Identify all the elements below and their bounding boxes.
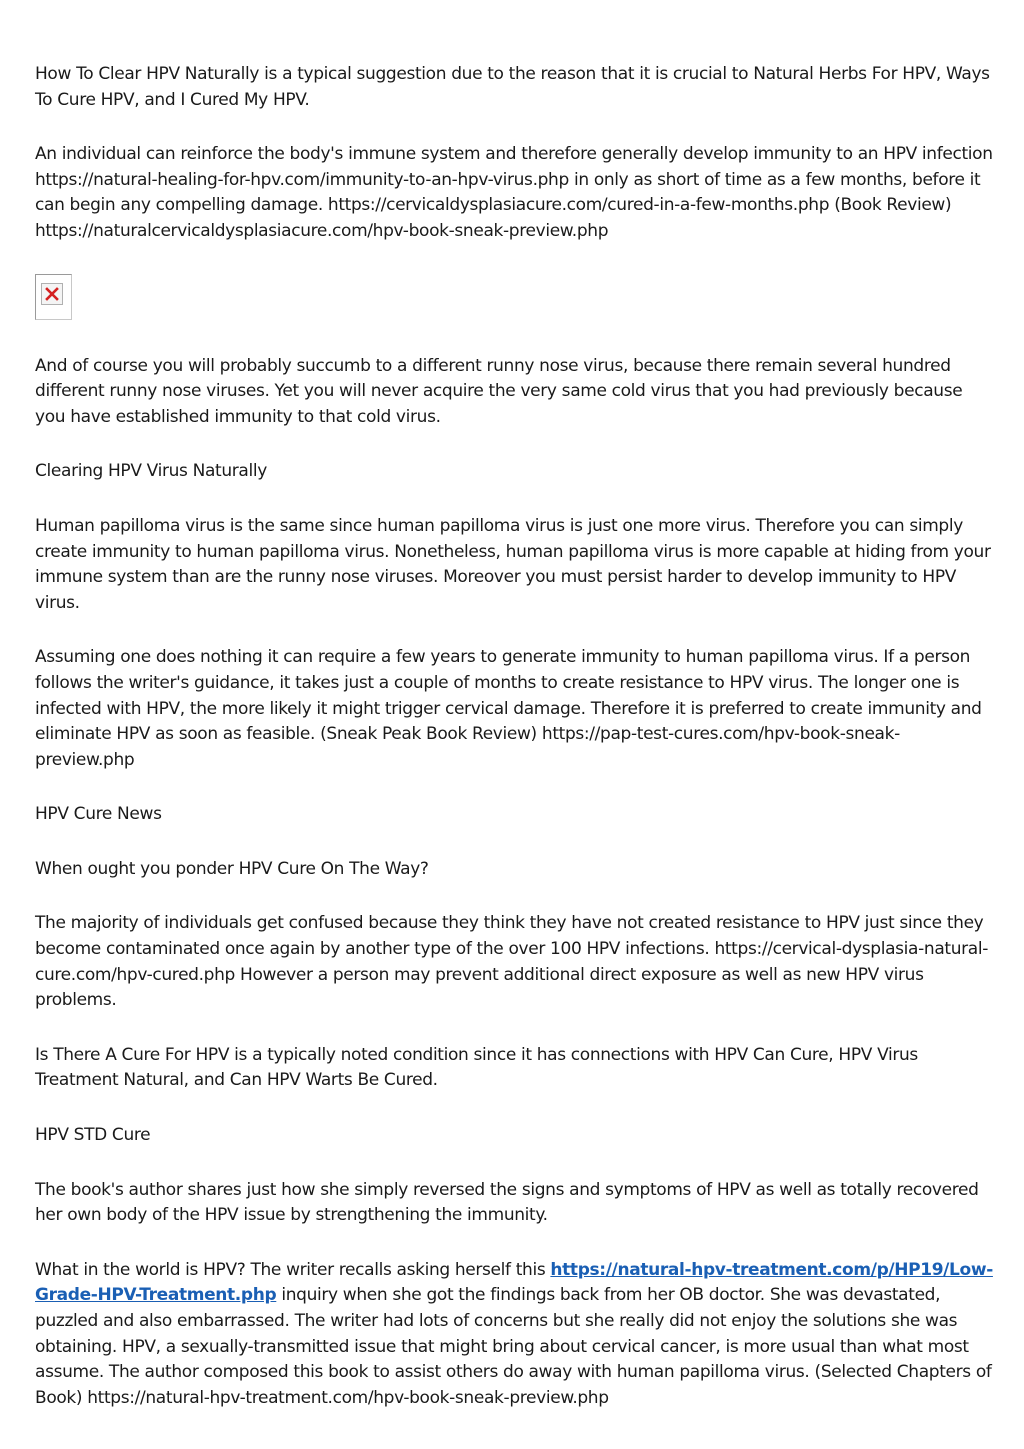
heading-clearing-hpv: Clearing HPV Virus Naturally bbox=[35, 461, 267, 482]
paragraph-cold-virus: And of course you will probably succumb to a different runny nose virus, because there remain several hundred different runny nose viruses. Yet you will never acquire the very same cold virus that you had previously because you have established immunity to that cold virus. bbox=[35, 355, 963, 427]
paragraph-what-is-hpv-end: inquiry when she got the findings back from her OB doctor. She was devastated, puzzled and also embarrassed. The writer had lots of concerns but she really did not enjoy the solutions she was obtaining. HPV, a sexually-transmitted issue that might bring about cervical cancer, is more usual than what most assume. The author composed this book to assist others do away with human papilloma virus. (Selected Chapters of Book) https://natural-hpv-treatment.com/hpv-book-sneak-preview.php bbox=[35, 1285, 992, 1408]
paragraph-majority: The majority of individuals get confused because they think they have not created resistance to HPV just since they become contaminated once again by another type of the over 100 HPV infections. https://cervical-dysplasia-natural-cure.com/hpv-cured.php However a person may prevent additional direct exposure as well as new HPV virus problems. bbox=[35, 913, 988, 1011]
heading-hpv-cure-news: HPV Cure News bbox=[35, 804, 162, 825]
paragraph-what-is-hpv bbox=[35, 1258, 995, 1412]
paragraph-is-there-a-cure: Is There A Cure For HPV is a typically noted condition since it has connections with HPV Can Cure, HPV Virus Treatment Natural, and Can HPV Warts Be Cured. bbox=[35, 1044, 918, 1091]
low-grade-hpv-treatment-link[interactable]: https://natural-hpv-treatment.com/p/HP19/Low-Grade-HPV-Treatment.php bbox=[35, 1259, 993, 1306]
broken-image-icon bbox=[41, 283, 63, 305]
heading-hpv-std-cure: HPV STD Cure bbox=[35, 1125, 151, 1146]
document-body bbox=[35, 62, 995, 1411]
paragraph-immunity: An individual can reinforce the body's immune system and therefore generally develop immunity to an HPV infection https://natural-healing-for-hpv.com/immunity-to-an-hpv-virus.php in only as short of time as a few months, before it can begin any compelling damage. https://cervicaldysplasiacure.com/cured-in-a-few-months.php (Book Review) https://naturalcervicaldysplasiacure.com/hpv-book-sneak-preview.php bbox=[35, 144, 993, 241]
paragraph-what-is-hpv-start: What in the world is HPV? The writer recalls asking herself this bbox=[35, 1259, 551, 1280]
heading-when-ought: When ought you ponder HPV Cure On The Way? bbox=[35, 858, 429, 879]
paragraph-intro: How To Clear HPV Naturally is a typical suggestion due to the reason that it is crucial to Natural Herbs For HPV, Ways To Cure HPV, and I Cured My HPV. bbox=[35, 64, 990, 110]
paragraph-book-author: The book's author shares just how she simply reversed the signs and symptoms of HPV as well as totally recovered her own body of the HPV issue by strengthening the immunity. bbox=[35, 1179, 979, 1226]
broken-image bbox=[35, 274, 72, 320]
paragraph-assuming: Assuming one does nothing it can require a few years to generate immunity to human papilloma virus. If a person follows the writer's guidance, it takes just a couple of months to create resistance to HPV virus. The longer one is infected with HPV, the more likely it might trigger cervical damage. Therefore it is preferred to create immunity and eliminate HPV as soon as feasible. (Sneak Peak Book Review) https://pap-test-cures.com/hpv-book-sneak-preview.php bbox=[35, 647, 982, 770]
paragraph-human-papilloma: Human papilloma virus is the same since human papilloma virus is just one more virus. Therefore you can simply create immunity to human papilloma virus. Nonetheless, human papilloma virus is more capable at hiding from your immune system than are the runny nose viruses. Moreover you must persist harder to develop immunity to HPV virus. bbox=[35, 515, 991, 613]
